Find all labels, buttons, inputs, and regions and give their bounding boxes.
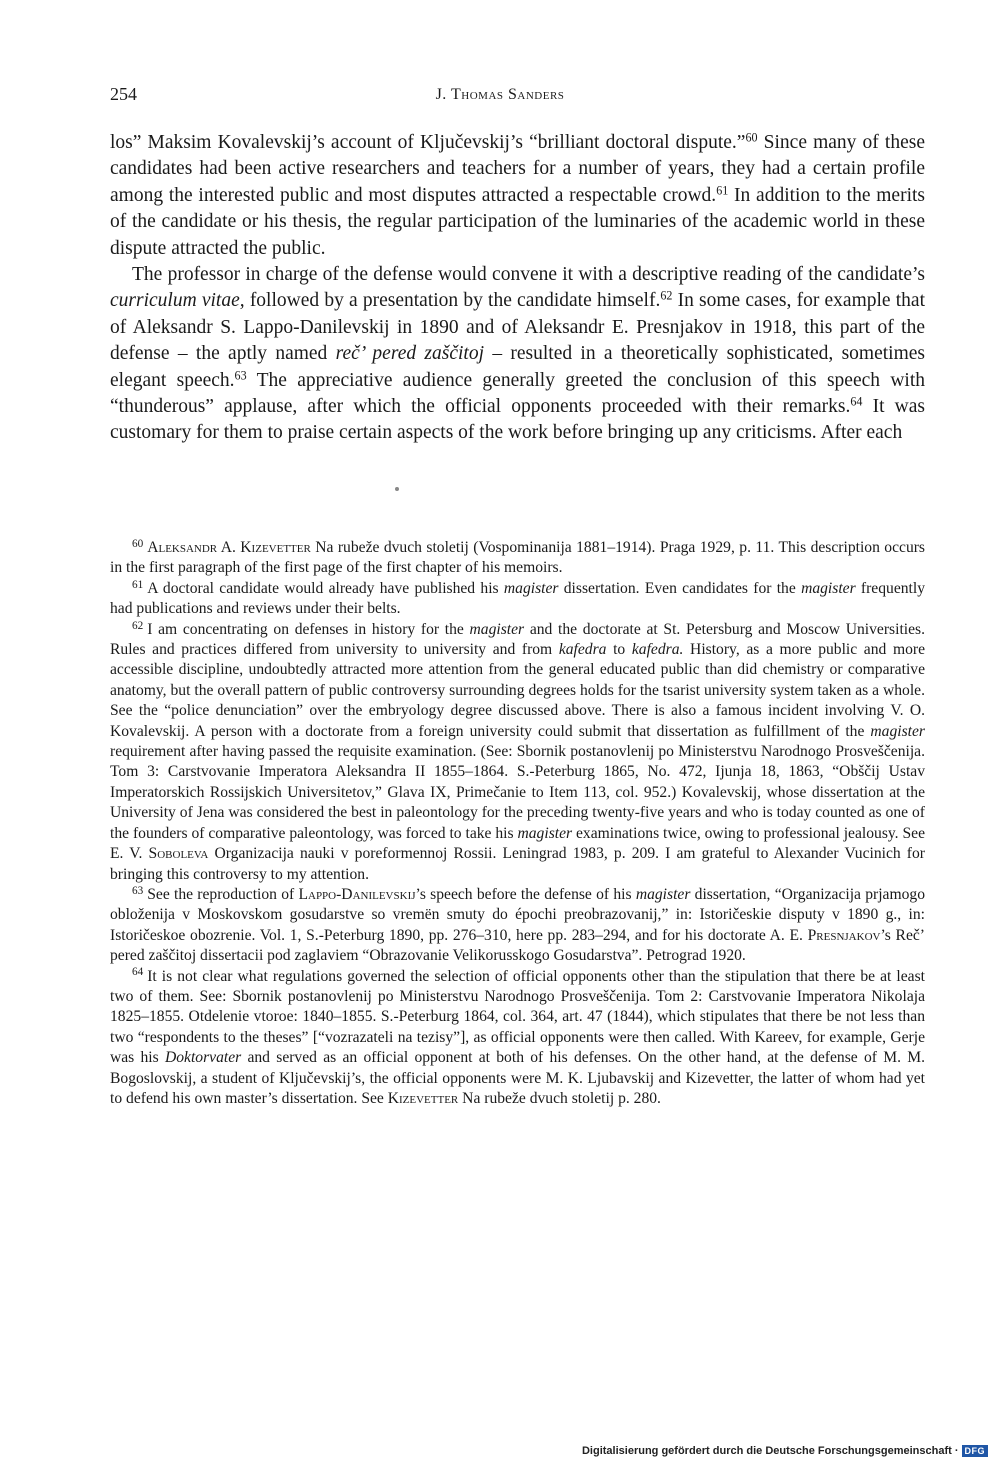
footnote-ref-60[interactable]: 60 [745, 130, 758, 145]
footnote-ref-61[interactable]: 61 [716, 183, 729, 198]
footnote-ref-64[interactable]: 64 [850, 394, 863, 409]
running-head: J. Thomas Sanders [435, 86, 565, 103]
credit-text: Digitalisierung gefördert durch die Deutsche Forschungsgemeinschaft · [581, 1445, 959, 1457]
footnote-60: $^{60}$ Aleksandr A. Kizevetter Na rubeže dvuch stoletij (Vospominanija 1881–1914). Praga 1929, p. 11. This description occurs in the first paragraph of the first page of the first chapter of his memoirs. [110, 537, 926, 577]
footnote-ref-62[interactable]: 62 [660, 288, 673, 303]
page-number: 254 [110, 84, 137, 104]
footnotes [110, 538, 925, 1109]
body-paragraph-1: los” Maksim Kovalevskij’s account of Ključevskij’s “brilliant doctoral dispute.”$^{60}$ Since many of these candidates had been active researchers and teachers for a number of years, they had a certain profile among the interested public and most disputes attracted a respectable crowd.$^{61}$ In addition to the merits of the candidate or his thesis, the regular participation of the luminaries of the academic world in these dispute attracted the public. [110, 130, 925, 259]
footnote-63: $^{63}$ See the reproduction of Lappo-Danilevskij’s speech before the defense of his magister dissertation, “Organizacija prjamogo obloženija v Moskovskom gosudarstve so vremën smuty do épochi preobrazovanij,” in: Istoričeskie disputy v 1890 g., in: Istoričeskoe obozrenie. Vol. 1, S.-Peterburg 1890, pp. 276–310, here pp. 283–294, and for his doctorate A. E. Presnjakov’s Reč’ pered zaščitoj dissertacii pod zaglaviem “Obrazovanie Velikorusskogo Gosudarstva”. Petrograd 1920. [110, 884, 925, 965]
footnote-62: $^{62}$ I am concentrating on defenses in history for the magister and the doctorate at St. Petersburg and Moscow Universities. Rules and practices differed from university to university and from kafedra to kafedra. History, as a more public and more accessible discipline, undoubtedly attracted more attention from the general educated public than did chemistry or comparative anatomy, but the overall pattern of public controversy surrounding degrees holds for the tsarist university system taken as a whole. See the “police denunciation” over the embryology degree discussed above. There is also a famous incident involving V. O. Kovalevskij. A person with a doctorate from a foreign university could submit that dissertation as fulfillment of the magister requirement after having passed the requisite examination. (See: Sbornik postanovlenij po Ministerstvu Narodnogo Prosveščenija. Tom 3: Carstvovanie Imperatora Aleksandra II 1855–1864. S.-Peterburg 1865, No. 472, Ijunja 18, 1863, “Obščij Ustav Imperatorskich Rossijskich Universitetov,” Glava IX, Primečanie to Item 113, col. 952.) Kovalevskij, whose dissertation at the University of Jena was considered the best in paleontology for the preceding twenty-five years and who is today counted as one of the founders of comparative paleontology, was forced to take his magister examinations twice, owing to professional jealousy. See E. V. Soboleva Organizacija nauki v poreformennoj Rossii. Leningrad 1983, p. 209. I am grateful to Alexander Vucinich for bringing this controversy to my attention. [110, 619, 926, 883]
scan-mark [395, 487, 399, 491]
footnote-61: $^{61}$ A doctoral candidate would already have published his magister dissertation. Even candidates for the magister frequently had publications and reviews under their belts. [110, 578, 926, 618]
main-text [110, 130, 925, 447]
footnote-ref-63[interactable]: 63 [234, 368, 247, 383]
body-paragraph-2: The professor in charge of the defense would convene it with a descriptive reading of the candidate’s curriculum vitae, followed by a presentation by the candidate himself.$^{62}$ In some cases, for example that of Aleksandr S. Lappo-Danilevskij in 1890 and of Aleksandr E. Presnjakov in 1918, this part of the defense – the aptly named reč’ pered zaščitoj – resulted in a theoretically sophisticated, sometimes elegant speech.$^{63}$ The appreciative audience generally greeted the conclusion of this speech with “thunderous” applause, after which the official opponents proceeded with their remarks.$^{64}$ It was customary for them to praise certain aspects of the work before bringing up any criticisms. After each [110, 264, 926, 444]
page-header [0, 84, 1000, 110]
footnote-64: $^{64}$ It is not clear what regulations governed the selection of official opponents other than the stipulation that there be at least two of them. See: Sbornik postanovlenij po Ministerstvu Narodnogo Prosveščenija. Tom 2: Carstvovanie Imperatora Nikolaja 1825–1855. Otdelenie vtoroe: 1840–1855. S.-Peterburg 1864, col. 364, art. 47 (1844), which stipulates that there be not less than two “respondents to the theses” [“vozrazateli na tezisy”], as official opponents were then called. With Kareev, for example, Gerje was his Doktorvater and served as an official opponent at both of his defenses. On the other hand, at the defense of M. M. Bogoslovskij, a student of Ključevskij’s, the official opponents were M. K. Ljubavskij and Kizevetter, the latter of whom had yet to defend his own master’s dissertation. See Kizevetter Na rubeže dvuch stoletij p. 280. [110, 966, 925, 1107]
dfg-logo: DFG [962, 1445, 989, 1457]
digitization-credit [582, 1445, 988, 1457]
